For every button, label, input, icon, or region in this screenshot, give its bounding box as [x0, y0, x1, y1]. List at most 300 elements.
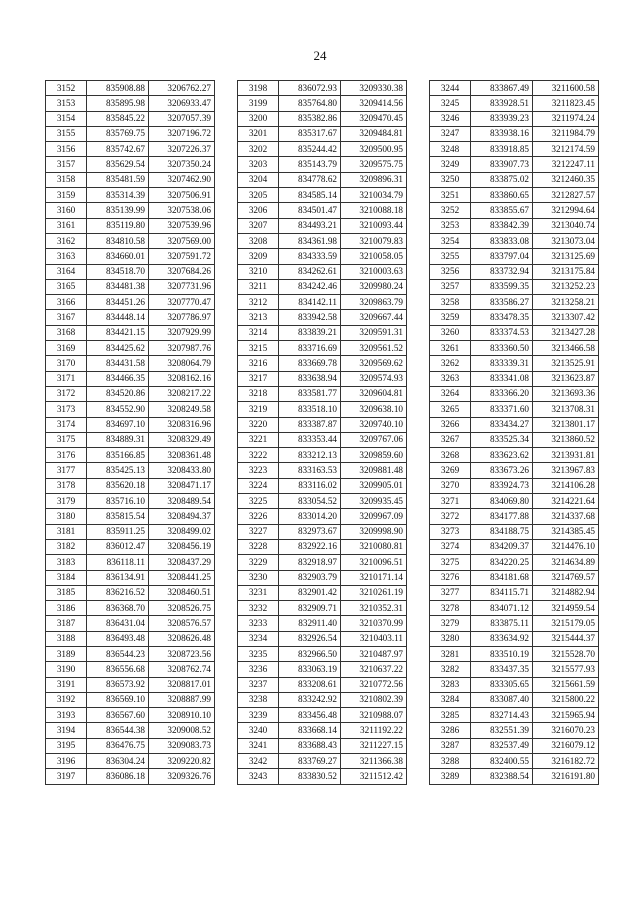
point-number-cell: 3228 [238, 539, 279, 554]
x-coordinate-cell: 833371.60 [471, 402, 533, 417]
x-coordinate-cell: 834520.86 [87, 386, 149, 401]
point-number-cell: 3280 [430, 631, 471, 646]
page-number: 24 [313, 48, 327, 63]
point-number-cell: 3271 [430, 494, 471, 509]
table-row [430, 692, 599, 707]
table-row [46, 203, 215, 218]
x-coordinate-cell: 833586.27 [471, 295, 533, 310]
point-number-cell: 3232 [238, 601, 279, 616]
point-number-cell: 3231 [238, 585, 279, 600]
point-number-cell: 3199 [238, 96, 279, 111]
x-coordinate-cell: 833860.65 [471, 188, 533, 203]
y-coordinate-cell: 3214634.89 [533, 555, 599, 570]
table-row [430, 264, 599, 279]
table-row [238, 631, 407, 646]
x-coordinate-cell: 834889.31 [87, 432, 149, 447]
y-coordinate-cell: 3216191.80 [533, 769, 599, 784]
table-row [46, 509, 215, 524]
y-coordinate-cell: 3206762.27 [149, 81, 215, 96]
x-coordinate-cell: 835908.88 [87, 81, 149, 96]
table-row [430, 172, 599, 187]
x-coordinate-cell: 832537.49 [471, 738, 533, 753]
y-coordinate-cell: 3215179.05 [533, 616, 599, 631]
x-coordinate-cell: 834493.21 [279, 218, 341, 233]
y-coordinate-cell: 3213175.84 [533, 264, 599, 279]
y-coordinate-cell: 3209935.45 [341, 494, 407, 509]
point-number-cell: 3188 [46, 631, 87, 646]
table-row [430, 570, 599, 585]
point-number-cell: 3221 [238, 432, 279, 447]
x-coordinate-cell: 834448.14 [87, 310, 149, 325]
y-coordinate-cell: 3214882.94 [533, 585, 599, 600]
y-coordinate-cell: 3215965.94 [533, 708, 599, 723]
y-coordinate-cell: 3207929.99 [149, 325, 215, 340]
y-coordinate-cell: 3211974.24 [533, 111, 599, 126]
y-coordinate-cell: 3210080.81 [341, 539, 407, 554]
table-row [430, 509, 599, 524]
x-coordinate-cell: 836072.93 [279, 81, 341, 96]
x-coordinate-cell: 832388.54 [471, 769, 533, 784]
y-coordinate-cell: 3209967.09 [341, 509, 407, 524]
table-row [430, 769, 599, 784]
x-coordinate-cell: 833855.67 [471, 203, 533, 218]
table-row [46, 295, 215, 310]
table-row [46, 539, 215, 554]
table-row [46, 631, 215, 646]
point-number-cell: 3282 [430, 662, 471, 677]
x-coordinate-cell: 833054.52 [279, 494, 341, 509]
table-row [238, 478, 407, 493]
y-coordinate-cell: 3207569.00 [149, 233, 215, 248]
point-number-cell: 3245 [430, 96, 471, 111]
x-coordinate-cell: 834220.25 [471, 555, 533, 570]
x-coordinate-cell: 833366.20 [471, 386, 533, 401]
y-coordinate-cell: 3211984.79 [533, 126, 599, 141]
point-number-cell: 3244 [430, 81, 471, 96]
table-row [46, 325, 215, 340]
y-coordinate-cell: 3210079.83 [341, 233, 407, 248]
y-coordinate-cell: 3214476.10 [533, 539, 599, 554]
coordinate-table-3 [429, 80, 599, 785]
y-coordinate-cell: 3210403.11 [341, 631, 407, 646]
point-number-cell: 3177 [46, 463, 87, 478]
x-coordinate-cell: 835769.75 [87, 126, 149, 141]
y-coordinate-cell: 3210352.31 [341, 601, 407, 616]
y-coordinate-cell: 3209330.38 [341, 81, 407, 96]
table-row [46, 662, 215, 677]
table-row [46, 264, 215, 279]
table-row [46, 494, 215, 509]
y-coordinate-cell: 3209863.79 [341, 295, 407, 310]
y-coordinate-cell: 3216070.23 [533, 723, 599, 738]
table-row [430, 631, 599, 646]
y-coordinate-cell: 3212247.11 [533, 157, 599, 172]
y-coordinate-cell: 3208910.10 [149, 708, 215, 723]
table-row [430, 723, 599, 738]
table-row [238, 494, 407, 509]
table-row [238, 142, 407, 157]
x-coordinate-cell: 836368.70 [87, 601, 149, 616]
table-row [238, 448, 407, 463]
y-coordinate-cell: 3211600.58 [533, 81, 599, 96]
point-number-cell: 3175 [46, 432, 87, 447]
x-coordinate-cell: 834333.59 [279, 249, 341, 264]
x-coordinate-cell: 833087.40 [471, 692, 533, 707]
x-coordinate-cell: 836544.23 [87, 646, 149, 661]
x-coordinate-cell: 833939.23 [471, 111, 533, 126]
y-coordinate-cell: 3210772.56 [341, 677, 407, 692]
point-number-cell: 3233 [238, 616, 279, 631]
x-coordinate-cell: 835166.85 [87, 448, 149, 463]
y-coordinate-cell: 3210096.51 [341, 555, 407, 570]
table-row [46, 371, 215, 386]
x-coordinate-cell: 834585.14 [279, 188, 341, 203]
y-coordinate-cell: 3215800.22 [533, 692, 599, 707]
x-coordinate-cell: 833842.39 [471, 218, 533, 233]
x-coordinate-cell: 833341.08 [471, 371, 533, 386]
point-number-cell: 3169 [46, 341, 87, 356]
x-coordinate-cell: 833839.21 [279, 325, 341, 340]
x-coordinate-cell: 833014.20 [279, 509, 341, 524]
point-number-cell: 3195 [46, 738, 87, 753]
table-row [238, 509, 407, 524]
x-coordinate-cell: 833208.61 [279, 677, 341, 692]
point-number-cell: 3158 [46, 172, 87, 187]
y-coordinate-cell: 3212460.35 [533, 172, 599, 187]
x-coordinate-cell: 835764.80 [279, 96, 341, 111]
x-coordinate-cell: 833875.11 [471, 616, 533, 631]
point-number-cell: 3179 [46, 494, 87, 509]
point-number-cell: 3205 [238, 188, 279, 203]
y-coordinate-cell: 3207196.72 [149, 126, 215, 141]
point-number-cell: 3211 [238, 279, 279, 294]
table-row [46, 233, 215, 248]
table-row [430, 677, 599, 692]
y-coordinate-cell: 3207226.37 [149, 142, 215, 157]
point-number-cell: 3264 [430, 386, 471, 401]
x-coordinate-cell: 834242.46 [279, 279, 341, 294]
table-row [238, 677, 407, 692]
x-coordinate-cell: 832918.97 [279, 555, 341, 570]
point-number-cell: 3236 [238, 662, 279, 677]
table-row [430, 478, 599, 493]
table-row [238, 341, 407, 356]
y-coordinate-cell: 3207057.39 [149, 111, 215, 126]
y-coordinate-cell: 3212994.64 [533, 203, 599, 218]
point-number-cell: 3164 [46, 264, 87, 279]
point-number-cell: 3165 [46, 279, 87, 294]
table-row [238, 356, 407, 371]
point-number-cell: 3214 [238, 325, 279, 340]
point-number-cell: 3267 [430, 432, 471, 447]
table-row [430, 463, 599, 478]
table-row [46, 356, 215, 371]
x-coordinate-cell: 833339.31 [471, 356, 533, 371]
point-number-cell: 3256 [430, 264, 471, 279]
x-coordinate-cell: 835716.10 [87, 494, 149, 509]
point-number-cell: 3203 [238, 157, 279, 172]
table-row [46, 463, 215, 478]
y-coordinate-cell: 3208064.79 [149, 356, 215, 371]
table-row [46, 417, 215, 432]
x-coordinate-cell: 835629.54 [87, 157, 149, 172]
y-coordinate-cell: 3208316.96 [149, 417, 215, 432]
table-row [238, 310, 407, 325]
table-row [46, 555, 215, 570]
y-coordinate-cell: 3213860.52 [533, 432, 599, 447]
y-coordinate-cell: 3210093.44 [341, 218, 407, 233]
table-row [430, 601, 599, 616]
x-coordinate-cell: 834481.38 [87, 279, 149, 294]
table-row [238, 249, 407, 264]
table-row [430, 738, 599, 753]
x-coordinate-cell: 832973.67 [279, 524, 341, 539]
table-row [238, 126, 407, 141]
table-row [46, 616, 215, 631]
point-number-cell: 3263 [430, 371, 471, 386]
point-number-cell: 3193 [46, 708, 87, 723]
y-coordinate-cell: 3215577.93 [533, 662, 599, 677]
x-coordinate-cell: 835911.25 [87, 524, 149, 539]
table-row [238, 386, 407, 401]
table-row [46, 524, 215, 539]
table-row [430, 448, 599, 463]
point-number-cell: 3289 [430, 769, 471, 784]
x-coordinate-cell: 835139.99 [87, 203, 149, 218]
x-coordinate-cell: 834451.26 [87, 295, 149, 310]
y-coordinate-cell: 3209083.73 [149, 738, 215, 753]
x-coordinate-cell: 834697.10 [87, 417, 149, 432]
point-number-cell: 3285 [430, 708, 471, 723]
y-coordinate-cell: 3216182.72 [533, 754, 599, 769]
table-row [46, 142, 215, 157]
table-row [238, 524, 407, 539]
table-row [430, 524, 599, 539]
y-coordinate-cell: 3212827.57 [533, 188, 599, 203]
x-coordinate-cell: 836544.38 [87, 723, 149, 738]
point-number-cell: 3279 [430, 616, 471, 631]
point-number-cell: 3215 [238, 341, 279, 356]
y-coordinate-cell: 3210988.07 [341, 708, 407, 723]
x-coordinate-cell: 835425.13 [87, 463, 149, 478]
y-coordinate-cell: 3209561.52 [341, 341, 407, 356]
x-coordinate-cell: 833833.08 [471, 233, 533, 248]
table-row [238, 463, 407, 478]
point-number-cell: 3192 [46, 692, 87, 707]
table-row [238, 111, 407, 126]
table-row [46, 708, 215, 723]
x-coordinate-cell: 834262.61 [279, 264, 341, 279]
x-coordinate-cell: 835143.79 [279, 157, 341, 172]
point-number-cell: 3227 [238, 524, 279, 539]
x-coordinate-cell: 833797.04 [471, 249, 533, 264]
table-row [430, 310, 599, 325]
point-number-cell: 3249 [430, 157, 471, 172]
table-row [238, 81, 407, 96]
point-number-cell: 3202 [238, 142, 279, 157]
point-number-cell: 3173 [46, 402, 87, 417]
point-number-cell: 3275 [430, 555, 471, 570]
y-coordinate-cell: 3215528.70 [533, 646, 599, 661]
point-number-cell: 3181 [46, 524, 87, 539]
table-row [238, 233, 407, 248]
x-coordinate-cell: 833478.35 [471, 310, 533, 325]
x-coordinate-cell: 836431.04 [87, 616, 149, 631]
y-coordinate-cell: 3207731.96 [149, 279, 215, 294]
point-number-cell: 3229 [238, 555, 279, 570]
table-row [46, 188, 215, 203]
x-coordinate-cell: 832909.71 [279, 601, 341, 616]
x-coordinate-cell: 834188.75 [471, 524, 533, 539]
point-number-cell: 3194 [46, 723, 87, 738]
y-coordinate-cell: 3209767.06 [341, 432, 407, 447]
point-number-cell: 3223 [238, 463, 279, 478]
y-coordinate-cell: 3208626.48 [149, 631, 215, 646]
point-number-cell: 3283 [430, 677, 471, 692]
table-row [46, 157, 215, 172]
table-row [238, 264, 407, 279]
y-coordinate-cell: 3208433.80 [149, 463, 215, 478]
table-row [46, 218, 215, 233]
x-coordinate-cell: 835244.42 [279, 142, 341, 157]
x-coordinate-cell: 835314.39 [87, 188, 149, 203]
table-row [238, 692, 407, 707]
y-coordinate-cell: 3209591.31 [341, 325, 407, 340]
point-number-cell: 3251 [430, 188, 471, 203]
x-coordinate-cell: 834361.98 [279, 233, 341, 248]
y-coordinate-cell: 3210802.39 [341, 692, 407, 707]
point-number-cell: 3246 [430, 111, 471, 126]
y-coordinate-cell: 3211512.42 [341, 769, 407, 784]
y-coordinate-cell: 3208437.29 [149, 555, 215, 570]
x-coordinate-cell: 833623.62 [471, 448, 533, 463]
y-coordinate-cell: 3206933.47 [149, 96, 215, 111]
y-coordinate-cell: 3209414.56 [341, 96, 407, 111]
y-coordinate-cell: 3208526.75 [149, 601, 215, 616]
x-coordinate-cell: 836304.24 [87, 754, 149, 769]
table-row [238, 555, 407, 570]
y-coordinate-cell: 3209484.81 [341, 126, 407, 141]
table-row [430, 494, 599, 509]
y-coordinate-cell: 3214221.64 [533, 494, 599, 509]
y-coordinate-cell: 3207684.26 [149, 264, 215, 279]
point-number-cell: 3250 [430, 172, 471, 187]
y-coordinate-cell: 3209740.10 [341, 417, 407, 432]
table-row [238, 188, 407, 203]
y-coordinate-cell: 3209470.45 [341, 111, 407, 126]
point-number-cell: 3162 [46, 233, 87, 248]
table-row [238, 295, 407, 310]
y-coordinate-cell: 3209998.90 [341, 524, 407, 539]
y-coordinate-cell: 3209500.95 [341, 142, 407, 157]
x-coordinate-cell: 834421.15 [87, 325, 149, 340]
point-number-cell: 3258 [430, 295, 471, 310]
x-coordinate-cell: 836493.48 [87, 631, 149, 646]
point-number-cell: 3257 [430, 279, 471, 294]
table-row [238, 708, 407, 723]
y-coordinate-cell: 3209859.60 [341, 448, 407, 463]
point-number-cell: 3152 [46, 81, 87, 96]
table-row [430, 386, 599, 401]
table-row [46, 738, 215, 753]
y-coordinate-cell: 3210058.05 [341, 249, 407, 264]
point-number-cell: 3269 [430, 463, 471, 478]
x-coordinate-cell: 833163.53 [279, 463, 341, 478]
y-coordinate-cell: 3213427.28 [533, 325, 599, 340]
y-coordinate-cell: 3213525.91 [533, 356, 599, 371]
table-row [238, 172, 407, 187]
point-number-cell: 3235 [238, 646, 279, 661]
table-row [430, 111, 599, 126]
x-coordinate-cell: 833360.50 [471, 341, 533, 356]
table-row [238, 738, 407, 753]
y-coordinate-cell: 3207987.76 [149, 341, 215, 356]
y-coordinate-cell: 3208361.48 [149, 448, 215, 463]
table-row [46, 585, 215, 600]
table-row [430, 402, 599, 417]
point-number-cell: 3159 [46, 188, 87, 203]
table-row [430, 126, 599, 141]
table-row [430, 279, 599, 294]
table-row [430, 555, 599, 570]
point-number-cell: 3247 [430, 126, 471, 141]
point-number-cell: 3172 [46, 386, 87, 401]
x-coordinate-cell: 833688.43 [279, 738, 341, 753]
point-number-cell: 3200 [238, 111, 279, 126]
x-coordinate-cell: 833716.69 [279, 341, 341, 356]
point-number-cell: 3182 [46, 539, 87, 554]
table-row [46, 601, 215, 616]
x-coordinate-cell: 832922.16 [279, 539, 341, 554]
point-number-cell: 3167 [46, 310, 87, 325]
point-number-cell: 3166 [46, 295, 87, 310]
x-coordinate-cell: 834552.90 [87, 402, 149, 417]
y-coordinate-cell: 3216079.12 [533, 738, 599, 753]
table-row [238, 570, 407, 585]
x-coordinate-cell: 833374.53 [471, 325, 533, 340]
table-row [430, 96, 599, 111]
point-number-cell: 3217 [238, 371, 279, 386]
x-coordinate-cell: 834071.12 [471, 601, 533, 616]
x-coordinate-cell: 835815.54 [87, 509, 149, 524]
point-number-cell: 3284 [430, 692, 471, 707]
y-coordinate-cell: 3210003.63 [341, 264, 407, 279]
point-number-cell: 3196 [46, 754, 87, 769]
y-coordinate-cell: 3211823.45 [533, 96, 599, 111]
point-number-cell: 3153 [46, 96, 87, 111]
y-coordinate-cell: 3213623.87 [533, 371, 599, 386]
point-number-cell: 3281 [430, 646, 471, 661]
y-coordinate-cell: 3207591.72 [149, 249, 215, 264]
point-number-cell: 3154 [46, 111, 87, 126]
table-row [430, 203, 599, 218]
x-coordinate-cell: 836556.68 [87, 662, 149, 677]
point-number-cell: 3212 [238, 295, 279, 310]
x-coordinate-cell: 834209.37 [471, 539, 533, 554]
x-coordinate-cell: 833387.87 [279, 417, 341, 432]
y-coordinate-cell: 3213967.83 [533, 463, 599, 478]
point-number-cell: 3261 [430, 341, 471, 356]
y-coordinate-cell: 3209881.48 [341, 463, 407, 478]
y-coordinate-cell: 3208494.37 [149, 509, 215, 524]
y-coordinate-cell: 3214337.68 [533, 509, 599, 524]
x-coordinate-cell: 836134.91 [87, 570, 149, 585]
x-coordinate-cell: 836086.18 [87, 769, 149, 784]
point-number-cell: 3216 [238, 356, 279, 371]
point-number-cell: 3201 [238, 126, 279, 141]
y-coordinate-cell: 3210088.18 [341, 203, 407, 218]
x-coordinate-cell: 832901.42 [279, 585, 341, 600]
